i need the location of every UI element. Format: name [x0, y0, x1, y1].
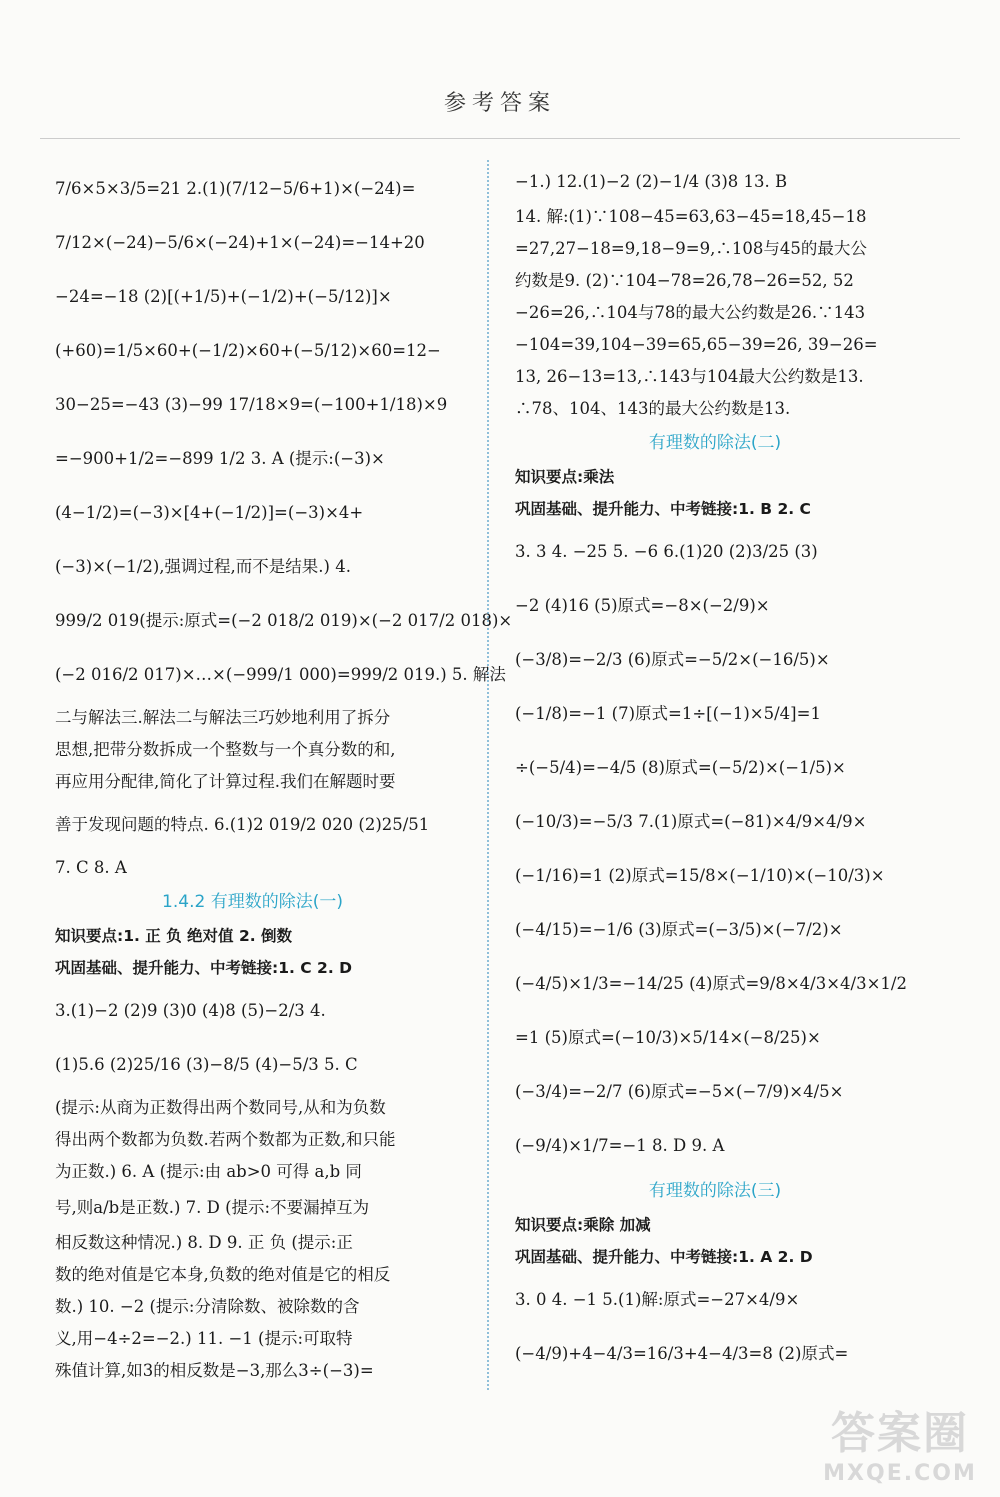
- section-title: 有理数的除法(二): [648, 433, 782, 453]
- answer-line: 善于发现问题的特点. 6.(1)2 019/2 020 (2)25/51: [55, 815, 430, 834]
- answer-line: 思想,把带分数拆成一个整数与一个真分数的和,: [55, 740, 396, 759]
- answer-line: 14. 解:(1)∵108−45=63,63−45=18,45−18: [515, 207, 867, 226]
- answer-line: 数的绝对值是它本身,负数的绝对值是它的相反: [55, 1265, 391, 1284]
- page-header-title: 参考答案: [443, 91, 556, 116]
- answer-line: (−1/16)=1 (2)原式=15/8×(−1/10)×(−10/3)×: [515, 866, 885, 885]
- answer-line: 13, 26−13=13,∴143与104最大公约数是13.: [515, 367, 864, 386]
- left-column: [55, 162, 513, 1387]
- answer-line: (提示:从商为正数得出两个数同号,从和为负数: [55, 1098, 386, 1117]
- answer-line: =27,27−18=9,18−9=9,∴108与45的最大公: [515, 239, 867, 258]
- answer-line: 再应用分配律,简化了计算过程.我们在解题时要: [55, 772, 396, 791]
- watermark-url: MXQE.COM: [823, 1461, 977, 1486]
- answer-line: 7/12×(−24)−5/6×(−24)+1×(−24)=−14+20: [55, 233, 425, 252]
- answer-line: (4−1/2)=(−3)×[4+(−1/2)]=(−3)×4+: [55, 503, 364, 522]
- answer-line: 号,则a/b是正数.) 7. D (提示:不要漏掉互为: [55, 1198, 370, 1217]
- answer-line: 7/6×5×3/5=21 2.(1)(7/12−5/6+1)×(−24)=: [55, 179, 416, 198]
- answer-line: (−9/4)×1/7=−1 8. D 9. A: [515, 1136, 725, 1155]
- answer-line: 3. 3 4. −25 5. −6 6.(1)20 (2)3/25 (3): [515, 542, 818, 561]
- answer-line: ∴78、104、143的最大公约数是13.: [515, 399, 791, 418]
- answer-line: −1.) 12.(1)−2 (2)−1/4 (3)8 13. B: [515, 172, 788, 191]
- answer-line: 为正数.) 6. A (提示:由 ab>0 可得 a,b 同: [55, 1162, 362, 1181]
- section-title: 1.4.2 有理数的除法(一): [162, 892, 343, 912]
- answer-line: −24=−18 (2)[(+1/5)+(−1/2)+(−5/12)]×: [55, 287, 392, 306]
- basics-heading: 巩固基础、提升能力、中考链接:1. B 2. C: [515, 500, 811, 518]
- right-column: [515, 162, 915, 1381]
- answer-line: −2 (4)16 (5)原式=−8×(−2/9)×: [515, 596, 770, 615]
- section-title: 有理数的除法(三): [648, 1181, 782, 1201]
- answer-line: =−900+1/2=−899 1/2 3. A (提示:(−3)×: [55, 449, 385, 468]
- answer-line: 3. 0 4. −1 5.(1)解:原式=−27×4/9×: [515, 1290, 800, 1309]
- answer-line: 7. C 8. A: [55, 858, 127, 877]
- answer-line: (−4/15)=−1/6 (3)原式=(−3/5)×(−7/2)×: [515, 920, 843, 939]
- answer-line: =1 (5)原式=(−10/3)×5/14×(−8/25)×: [515, 1028, 821, 1047]
- answer-line: (−2 016/2 017)×…×(−999/1 000)=999/2 019.) 5. 解法: [55, 665, 506, 684]
- answer-line: (−3)×(−1/2),强调过程,而不是结果.) 4.: [55, 557, 351, 576]
- answer-line: 得出两个数都为负数.若两个数都为正数,和只能: [55, 1130, 396, 1149]
- answer-line: 3.(1)−2 (2)9 (3)0 (4)8 (5)−2/3 4.: [55, 1001, 326, 1020]
- answer-line: (−1/8)=−1 (7)原式=1÷[(−1)×5/4]=1: [515, 704, 821, 723]
- answer-line: (−4/9)+4−4/3=16/3+4−4/3=8 (2)原式=: [515, 1344, 849, 1363]
- basics-heading: 巩固基础、提升能力、中考链接:1. C 2. D: [55, 959, 352, 977]
- answer-line: 二与解法三.解法二与解法三巧妙地利用了拆分: [55, 708, 391, 727]
- answer-line: (1)5.6 (2)25/16 (3)−8/5 (4)−5/3 5. C: [55, 1055, 358, 1074]
- column-divider: [487, 160, 489, 1390]
- answer-line: ÷(−5/4)=−4/5 (8)原式=(−5/2)×(−1/5)×: [515, 758, 846, 777]
- knowledge-points: 知识要点:1. 正 负 绝对值 2. 倒数: [55, 927, 293, 945]
- answer-line: (−3/4)=−2/7 (6)原式=−5×(−7/9)×4/5×: [515, 1082, 844, 1101]
- answer-line: 数.) 10. −2 (提示:分清除数、被除数的含: [55, 1297, 360, 1316]
- answer-line: −104=39,104−39=65,65−39=26, 39−26=: [515, 335, 878, 354]
- answer-line: (+60)=1/5×60+(−1/2)×60+(−5/12)×60=12−: [55, 341, 441, 360]
- header-rule: [40, 138, 960, 139]
- answer-line: (−4/5)×1/3=−14/25 (4)原式=9/8×4/3×4/3×1/2: [515, 974, 907, 993]
- knowledge-points: 知识要点:乘法: [515, 468, 615, 486]
- answer-line: 约数是9. (2)∵104−78=26,78−26=52, 52: [515, 271, 854, 290]
- answer-line: 相反数这种情况.) 8. D 9. 正 负 (提示:正: [55, 1233, 353, 1252]
- answer-line: 30−25=−43 (3)−99 17/18×9=(−100+1/18)×9: [55, 395, 448, 414]
- answer-line: 义,用−4÷2=−2.) 11. −1 (提示:可取特: [55, 1329, 353, 1348]
- watermark-logo-text: 答案圈: [831, 1408, 969, 1459]
- answer-line: 999/2 019(提示:原式=(−2 018/2 019)×(−2 017/2 018)×: [55, 611, 513, 630]
- site-watermark: [810, 1397, 990, 1487]
- basics-heading: 巩固基础、提升能力、中考链接:1. A 2. D: [515, 1248, 813, 1266]
- answer-line: (−3/8)=−2/3 (6)原式=−5/2×(−16/5)×: [515, 650, 830, 669]
- answer-line: 殊值计算,如3的相反数是−3,那么3÷(−3)=: [55, 1361, 374, 1380]
- answer-line: −26=26,∴104与78的最大公约数是26.∵143: [515, 303, 866, 322]
- answer-line: (−10/3)=−5/3 7.(1)原式=(−81)×4/9×4/9×: [515, 812, 867, 831]
- knowledge-points: 知识要点:乘除 加减: [515, 1216, 651, 1234]
